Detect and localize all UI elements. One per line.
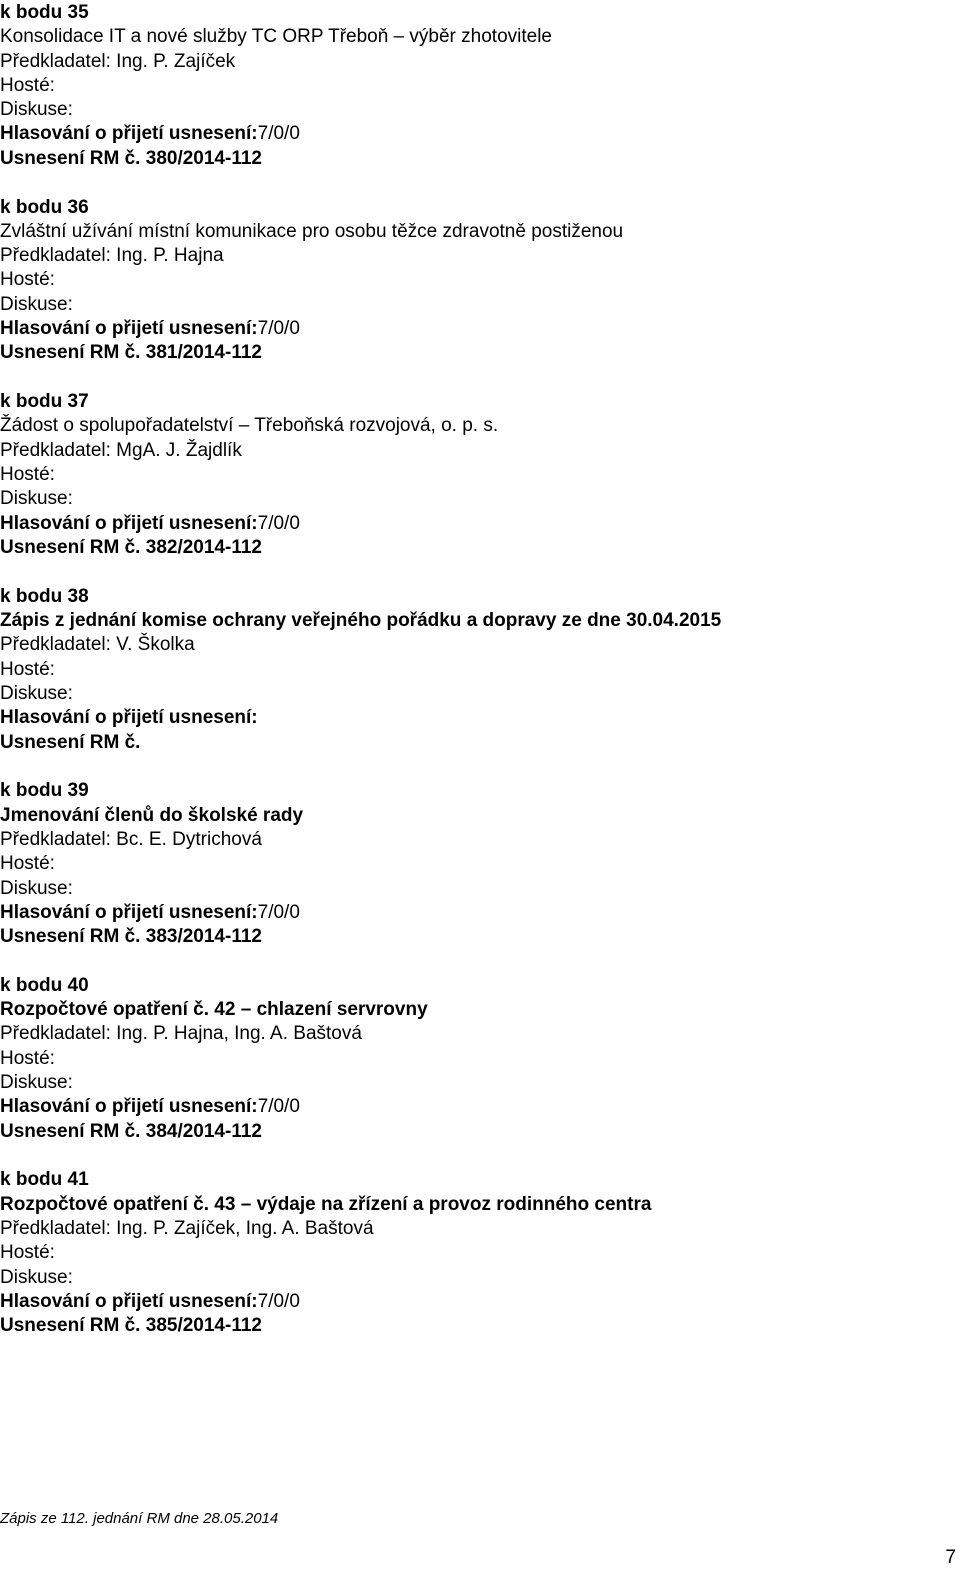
- item-presenter: [0, 244, 955, 268]
- item-resolution-number: 383/2014-112: [145, 926, 262, 948]
- agenda-item: [0, 974, 955, 1144]
- item-resolution: [0, 925, 955, 949]
- item-discussion: [0, 682, 955, 706]
- item-title-text: Jmenování členů do školské rady: [0, 804, 304, 826]
- item-heading-text: k bodu 38: [0, 585, 89, 607]
- item-heading: [0, 1, 955, 25]
- item-discussion-label: Diskuse:: [0, 682, 73, 704]
- item-presenter-text: Předkladatel: Ing. P. Hajna: [0, 245, 224, 267]
- item-vote-value: 7/0/0: [257, 318, 300, 340]
- item-heading-text: k bodu 41: [0, 1169, 89, 1191]
- item-vote: [0, 122, 955, 146]
- item-vote-label: Hlasování o přijetí usnesení:: [0, 1290, 258, 1312]
- item-vote-value: 7/0/0: [257, 512, 300, 534]
- item-heading-text: k bodu 35: [0, 2, 89, 23]
- item-resolution-label: Usnesení RM č.: [0, 926, 141, 948]
- item-title-text: Rozpočtové opatření č. 43 – výdaje na zřízení a provoz rodinného centra: [0, 1193, 652, 1215]
- item-discussion: [0, 487, 955, 511]
- agenda-item: [0, 390, 955, 560]
- item-presenter-text: Předkladatel: V. Školka: [0, 634, 195, 656]
- item-resolution: [0, 341, 955, 365]
- item-heading: [0, 585, 955, 609]
- item-vote-label: Hlasování o přijetí usnesení:: [0, 1096, 258, 1118]
- item-discussion-label: Diskuse:: [0, 488, 73, 510]
- item-guests-label: Hosté:: [0, 74, 55, 96]
- item-title-text: Konsolidace IT a nové služby TC ORP Třeboň – výběr zhotovitele: [0, 26, 553, 48]
- item-title-text: Žádost o spolupořadatelství – Třeboňská rozvojová, o. p. s.: [0, 415, 499, 437]
- agenda-item: [0, 1, 955, 171]
- item-presenter-text: Předkladatel: Ing. P. Hajna, Ing. A. Baštová: [0, 1023, 362, 1045]
- item-presenter-text: Předkladatel: Ing. P. Zajíček: [0, 50, 236, 72]
- item-heading-text: k bodu 36: [0, 196, 89, 218]
- item-vote-label: Hlasování o přijetí usnesení:: [0, 512, 258, 534]
- item-heading-text: k bodu 39: [0, 780, 89, 802]
- item-guests: [0, 1241, 955, 1265]
- item-resolution-label: Usnesení RM č.: [0, 536, 141, 558]
- item-resolution: [0, 731, 955, 755]
- item-resolution: [0, 147, 955, 171]
- item-vote-label: Hlasování o přijetí usnesení:: [0, 707, 258, 729]
- item-resolution: [0, 1120, 955, 1144]
- item-heading-text: k bodu 40: [0, 974, 89, 996]
- item-presenter: [0, 1022, 955, 1046]
- item-vote-label: Hlasování o přijetí usnesení:: [0, 901, 258, 923]
- item-vote: [0, 1095, 955, 1119]
- item-vote: [0, 317, 955, 341]
- item-guests: [0, 852, 955, 876]
- agenda-item: [0, 585, 955, 755]
- item-heading: [0, 974, 955, 998]
- item-vote-value: 7/0/0: [257, 1290, 300, 1312]
- item-vote: [0, 706, 955, 730]
- item-vote-label: Hlasování o přijetí usnesení:: [0, 318, 258, 340]
- item-discussion: [0, 1266, 955, 1290]
- item-resolution: [0, 536, 955, 560]
- item-guests: [0, 268, 955, 292]
- item-heading: [0, 196, 955, 220]
- item-discussion-label: Diskuse:: [0, 99, 73, 121]
- agenda-item: [0, 196, 955, 366]
- item-presenter: [0, 50, 955, 74]
- item-title: [0, 414, 955, 438]
- item-resolution-number: 382/2014-112: [145, 536, 262, 558]
- item-discussion-label: Diskuse:: [0, 877, 73, 899]
- item-title: [0, 220, 955, 244]
- item-vote-label: Hlasování o přijetí usnesení:: [0, 123, 258, 145]
- item-guests: [0, 463, 955, 487]
- item-resolution-label: Usnesení RM č.: [0, 1315, 141, 1337]
- agenda-item: [0, 1168, 955, 1338]
- item-guests: [0, 1047, 955, 1071]
- item-presenter: [0, 633, 955, 657]
- item-guests: [0, 74, 955, 98]
- item-heading: [0, 779, 955, 803]
- item-presenter-text: Předkladatel: MgA. J. Žajdlík: [0, 439, 242, 461]
- item-vote-value: 7/0/0: [257, 123, 300, 145]
- page-number: 7: [945, 1547, 956, 1568]
- item-title: [0, 25, 955, 49]
- item-heading: [0, 390, 955, 414]
- item-guests-label: Hosté:: [0, 464, 55, 486]
- item-discussion-label: Diskuse:: [0, 293, 73, 315]
- item-vote: [0, 901, 955, 925]
- page-footer: Zápis ze 112. jednání RM dne 28.05.2014: [0, 1510, 279, 1527]
- item-presenter: [0, 828, 955, 852]
- item-discussion-label: Diskuse:: [0, 1072, 73, 1094]
- item-heading-text: k bodu 37: [0, 391, 89, 413]
- item-presenter: [0, 439, 955, 463]
- item-guests-label: Hosté:: [0, 269, 55, 291]
- item-title: [0, 998, 955, 1022]
- item-presenter-text: Předkladatel: Bc. E. Dytrichová: [0, 828, 262, 850]
- item-resolution-number: 384/2014-112: [145, 1120, 262, 1142]
- item-guests-label: Hosté:: [0, 1047, 55, 1069]
- item-discussion-label: Diskuse:: [0, 1266, 73, 1288]
- agenda-item: [0, 779, 955, 949]
- item-title-text: Zápis z jednání komise ochrany veřejného pořádku a dopravy ze dne 30.04.2015: [0, 610, 722, 632]
- item-title-text: Zvláštní užívání místní komunikace pro osobu těžce zdravotně postiženou: [0, 220, 624, 242]
- item-guests-label: Hosté:: [0, 1242, 55, 1264]
- item-resolution-label: Usnesení RM č.: [0, 1120, 141, 1142]
- item-vote-value: 7/0/0: [257, 901, 300, 923]
- item-resolution-number: 385/2014-112: [145, 1315, 262, 1337]
- item-resolution-number: 380/2014-112: [145, 147, 262, 169]
- item-resolution-label: Usnesení RM č.: [0, 342, 141, 364]
- item-title: [0, 609, 955, 633]
- item-title-text: Rozpočtové opatření č. 42 – chlazení servrovny: [0, 999, 428, 1021]
- item-resolution-number: 381/2014-112: [145, 342, 262, 364]
- item-presenter-text: Předkladatel: Ing. P. Zajíček, Ing. A. Baštová: [0, 1218, 374, 1240]
- item-discussion: [0, 1071, 955, 1095]
- item-guests-label: Hosté:: [0, 853, 55, 875]
- item-resolution-label: Usnesení RM č.: [0, 731, 141, 753]
- item-vote: [0, 512, 955, 536]
- item-presenter: [0, 1217, 955, 1241]
- item-vote-value: 7/0/0: [257, 1096, 300, 1118]
- item-heading: [0, 1168, 955, 1192]
- item-vote: [0, 1290, 955, 1314]
- item-discussion: [0, 98, 955, 122]
- item-guests-label: Hosté:: [0, 658, 55, 680]
- item-discussion: [0, 877, 955, 901]
- item-discussion: [0, 293, 955, 317]
- item-title: [0, 804, 955, 828]
- item-resolution: [0, 1314, 955, 1338]
- item-guests: [0, 658, 955, 682]
- item-resolution-label: Usnesení RM č.: [0, 147, 141, 169]
- item-title: [0, 1193, 955, 1217]
